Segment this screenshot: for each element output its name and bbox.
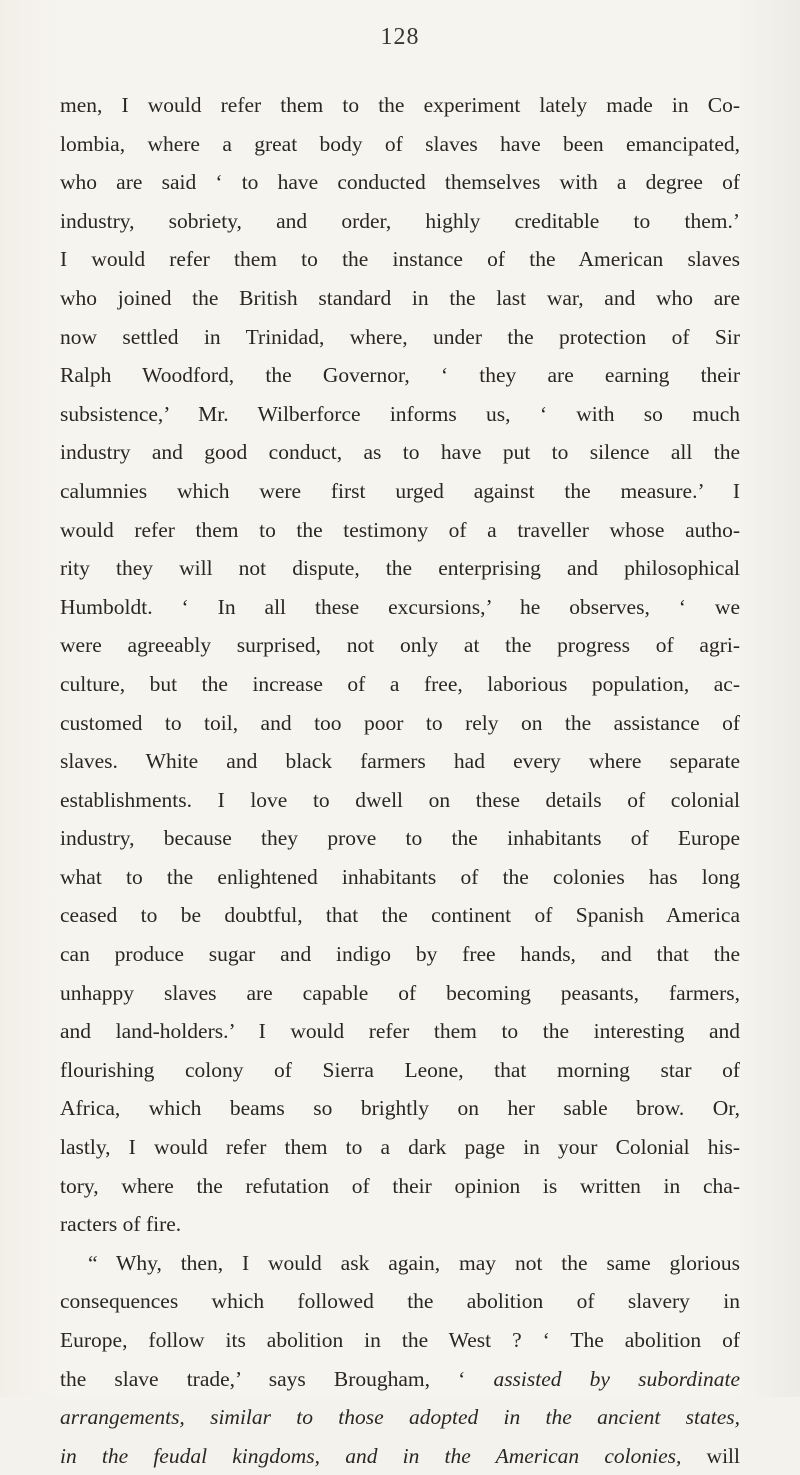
text-line: I would refer them to the instance of the American slaves bbox=[60, 247, 740, 272]
text-line: industry, because they prove to the inhabitants of Europe bbox=[60, 826, 740, 851]
text-line: industry and good conduct, as to have put to silence all the bbox=[60, 440, 740, 465]
text-line: subsistence,’ Mr. Wilberforce informs us, ‘ with so much bbox=[60, 401, 740, 426]
text-line: lastly, I would refer them to a dark page in your Colonial his- bbox=[60, 1135, 740, 1160]
text-line: slaves. White and black farmers had every where separate bbox=[60, 749, 740, 774]
text-line: what to the enlightened inhabitants of the colonies has long bbox=[60, 864, 740, 889]
text-line: culture, but the increase of a free, laborious population, ac- bbox=[60, 671, 740, 696]
text-line-mixed bbox=[60, 1360, 740, 1399]
text-line: “ Why, then, I would ask again, may not the same glorious bbox=[88, 1250, 740, 1275]
text-line: Ralph Woodford, the Governor, ‘ they are earning their bbox=[60, 363, 740, 388]
text-line: unhappy slaves are capable of becoming peasants, farmers, bbox=[60, 980, 740, 1005]
text-span: the slave trade,’ says Brougham, ‘ bbox=[60, 1366, 466, 1391]
text-line: consequences which followed the abolition of slavery in bbox=[60, 1289, 740, 1314]
text-line: and land-holders.’ I would refer them to the interesting and bbox=[60, 1019, 740, 1044]
text-line: establishments. I love to dwell on these details of colonial bbox=[60, 787, 740, 812]
text-line: Africa, which beams so brightly on her sable brow. Or, bbox=[60, 1096, 740, 1121]
italic-span: arrangements, similar to those adopted in the ancient states, bbox=[60, 1405, 740, 1430]
page-number: 128 bbox=[380, 24, 420, 50]
text-line: lombia, where a great body of slaves have been emancipated, bbox=[60, 131, 740, 156]
text-line: racters of fire. bbox=[60, 1212, 182, 1237]
text-span: will bbox=[681, 1443, 740, 1468]
text-line: were agreeably surprised, not only at the progress of agri- bbox=[60, 633, 740, 658]
italic-span: in the feudal kingdoms, and in the American colonies, bbox=[60, 1443, 682, 1468]
text-line: ceased to be doubtful, that the continent of Spanish America bbox=[60, 903, 740, 928]
text-line: flourishing colony of Sierra Leone, that morning star of bbox=[60, 1057, 740, 1082]
text-line: would refer them to the testimony of a traveller whose autho- bbox=[60, 517, 740, 542]
text-line: Humboldt. ‘ In all these excursions,’ he observes, ‘ we bbox=[60, 594, 740, 619]
text-line-mixed bbox=[60, 1437, 740, 1475]
text-line: industry, sobriety, and order, highly creditable to them.’ bbox=[60, 208, 740, 233]
text-line: who joined the British standard in the last war, and who are bbox=[60, 285, 740, 310]
text-line: Europe, follow its abolition in the West ? ‘ The abolition of bbox=[60, 1328, 740, 1352]
italic-span: assisted by subordinate bbox=[493, 1366, 740, 1391]
body-text bbox=[60, 86, 740, 1475]
text-line: can produce sugar and indigo by free hands, and that the bbox=[60, 942, 740, 967]
text-line: calumnies which were first urged against the measure.’ I bbox=[60, 478, 740, 503]
text-line: rity they will not dispute, the enterprising and philosophical bbox=[60, 556, 740, 581]
text-line: tory, where the refutation of their opinion is written in cha- bbox=[60, 1173, 740, 1198]
text-line: men, I would refer them to the experiment lately made in Co- bbox=[60, 93, 740, 117]
text-line: customed to toil, and too poor to rely on the assistance of bbox=[60, 710, 740, 735]
text-line: who are said ‘ to have conducted themselves with a degree of bbox=[60, 170, 740, 195]
text-line-italic bbox=[60, 1398, 740, 1437]
text-line: now settled in Trinidad, where, under the protection of Sir bbox=[60, 324, 740, 349]
